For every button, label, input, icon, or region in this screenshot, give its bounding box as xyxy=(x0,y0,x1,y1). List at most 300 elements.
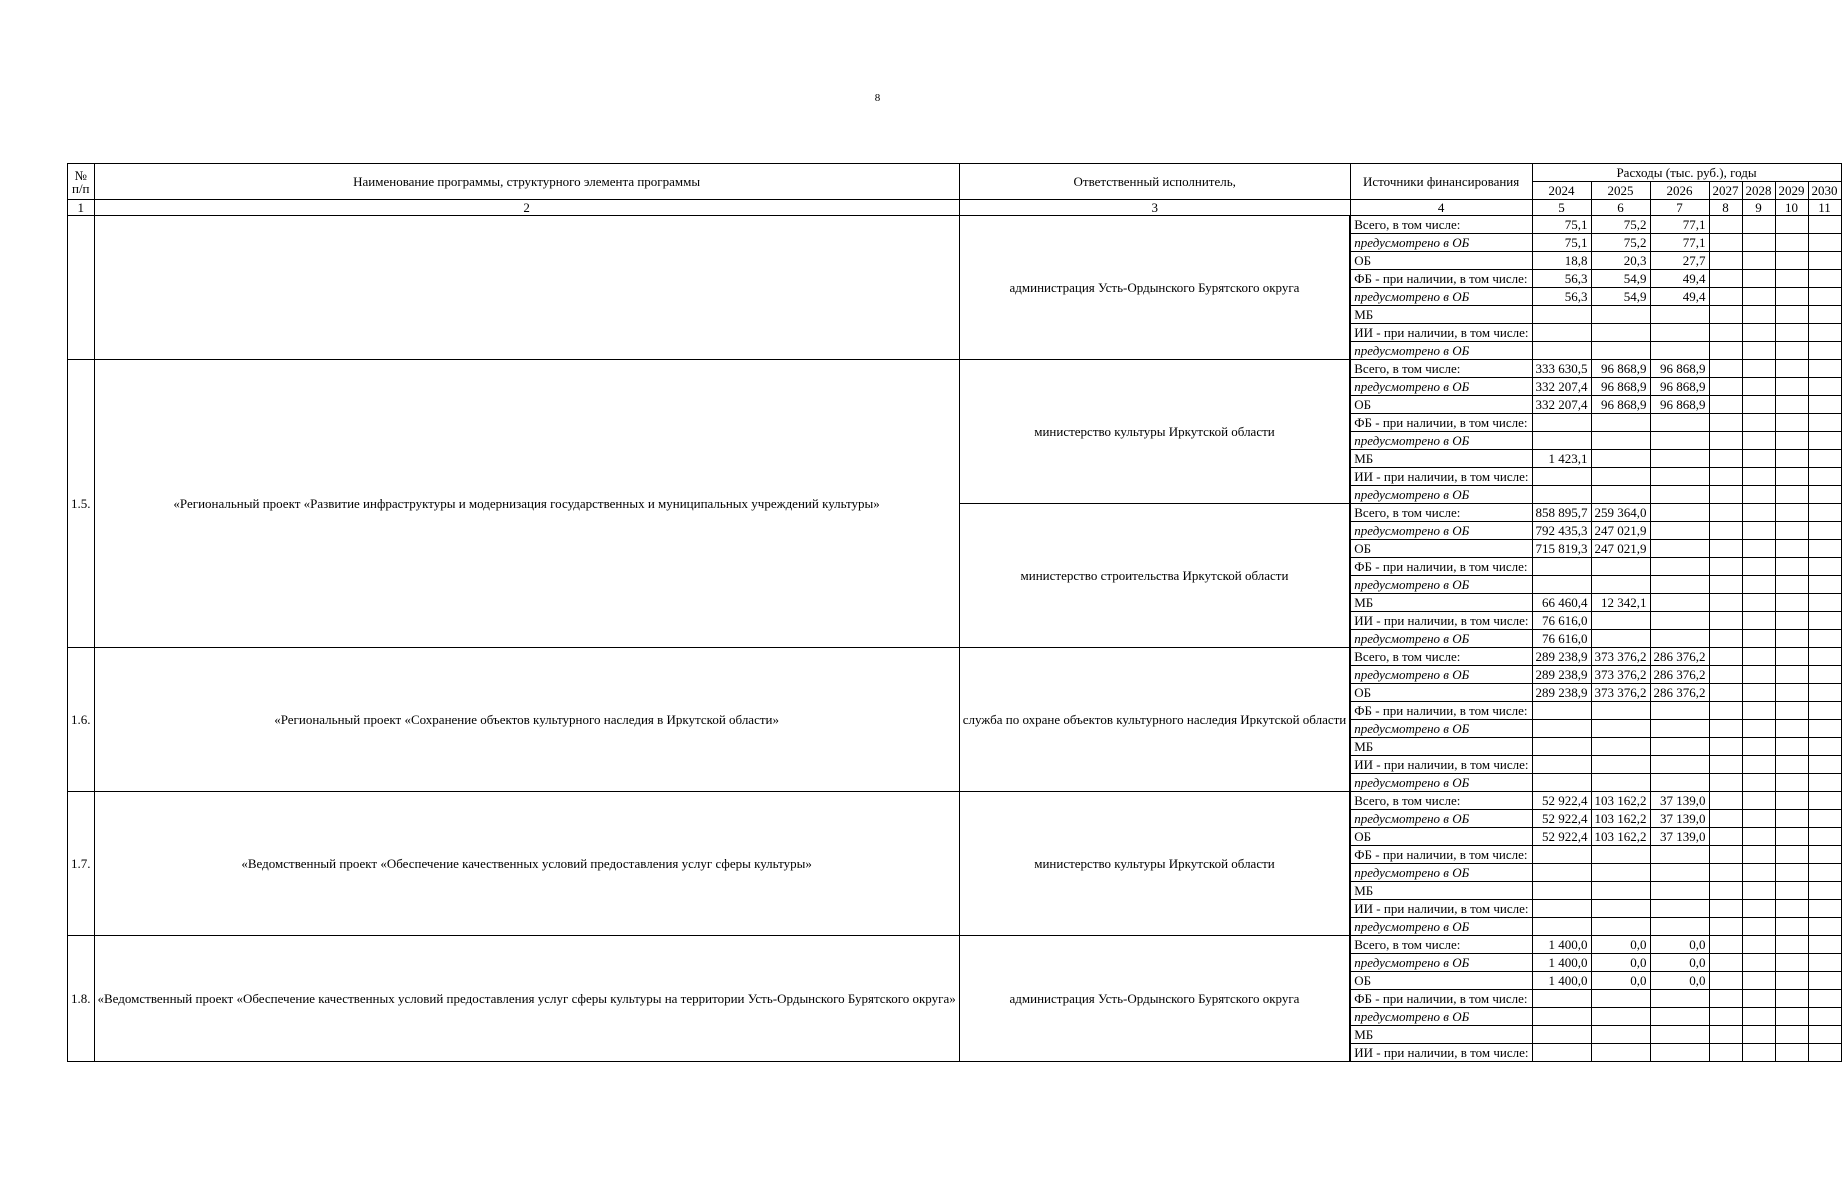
column-number: 6 xyxy=(1591,200,1650,216)
expense-value xyxy=(1808,288,1841,306)
expense-value xyxy=(1532,306,1591,324)
funding-source: предусмотрено в ОБ xyxy=(1350,666,1532,684)
expense-value xyxy=(1775,522,1808,540)
expense-value: 289 238,9 xyxy=(1532,666,1591,684)
expense-value xyxy=(1775,720,1808,738)
expense-value xyxy=(1709,792,1742,810)
expense-value xyxy=(1808,900,1841,918)
program-element-name: «Ведомственный проект «Обеспечение качественных условий предоставления услуг сферы культуры на территории Усть-Ордынского Бурятского округа» xyxy=(94,936,959,1062)
column-number: 9 xyxy=(1742,200,1775,216)
expense-value xyxy=(1591,414,1650,432)
expense-value xyxy=(1808,648,1841,666)
expense-value: 0,0 xyxy=(1591,936,1650,954)
expense-value xyxy=(1532,1044,1591,1062)
expense-value xyxy=(1709,738,1742,756)
expense-value xyxy=(1709,486,1742,504)
expense-value xyxy=(1808,756,1841,774)
expense-value xyxy=(1709,990,1742,1008)
expense-value: 247 021,9 xyxy=(1591,540,1650,558)
expense-value: 96 868,9 xyxy=(1650,360,1709,378)
expense-value xyxy=(1532,486,1591,504)
funding-source: ИИ - при наличии, в том числе: xyxy=(1350,900,1532,918)
expense-value xyxy=(1808,738,1841,756)
expense-value xyxy=(1742,972,1775,990)
expense-value xyxy=(1775,594,1808,612)
expense-value xyxy=(1709,324,1742,342)
expense-value xyxy=(1591,630,1650,648)
expense-value xyxy=(1808,396,1841,414)
expense-value: 76 616,0 xyxy=(1532,612,1591,630)
expense-value xyxy=(1709,684,1742,702)
expense-value xyxy=(1709,666,1742,684)
expense-value xyxy=(1650,504,1709,522)
expense-value xyxy=(1775,1026,1808,1044)
expense-value: 289 238,9 xyxy=(1532,648,1591,666)
expense-value xyxy=(1742,432,1775,450)
expense-value xyxy=(1742,450,1775,468)
table-row xyxy=(68,936,1842,954)
responsible-executor: администрация Усть-Ордынского Бурятского округа xyxy=(959,936,1350,1062)
expense-value xyxy=(1775,684,1808,702)
expense-value xyxy=(1742,270,1775,288)
expense-value xyxy=(1775,360,1808,378)
expense-value xyxy=(1775,396,1808,414)
expense-value xyxy=(1650,450,1709,468)
funding-source: МБ xyxy=(1350,306,1532,324)
expense-value xyxy=(1532,702,1591,720)
expense-value xyxy=(1775,954,1808,972)
responsible-executor: министерство строительства Иркутской области xyxy=(959,504,1350,648)
header-year: 2027 xyxy=(1709,182,1742,200)
expense-value xyxy=(1775,738,1808,756)
row-index: 1.6. xyxy=(68,648,95,792)
expense-value xyxy=(1591,702,1650,720)
expense-value xyxy=(1775,450,1808,468)
expense-value xyxy=(1775,648,1808,666)
funding-source: ИИ - при наличии, в том числе: xyxy=(1350,612,1532,630)
funding-source: предусмотрено в ОБ xyxy=(1350,378,1532,396)
expense-value: 0,0 xyxy=(1591,954,1650,972)
expense-value xyxy=(1650,702,1709,720)
expense-value xyxy=(1650,558,1709,576)
expense-value xyxy=(1742,1026,1775,1044)
expense-value xyxy=(1591,612,1650,630)
expense-value xyxy=(1808,432,1841,450)
expense-value: 332 207,4 xyxy=(1532,378,1591,396)
expense-value xyxy=(1742,360,1775,378)
funding-source: ИИ - при наличии, в том числе: xyxy=(1350,324,1532,342)
expense-value xyxy=(1742,594,1775,612)
expense-value: 286 376,2 xyxy=(1650,666,1709,684)
program-element-name: «Региональный проект «Сохранение объектов культурного наследия в Иркутской области» xyxy=(94,648,959,792)
expense-value xyxy=(1709,432,1742,450)
expense-value xyxy=(1808,612,1841,630)
expense-value xyxy=(1808,468,1841,486)
expense-value xyxy=(1709,648,1742,666)
budget-table xyxy=(67,163,1842,1062)
expense-value xyxy=(1775,486,1808,504)
funding-source: предусмотрено в ОБ xyxy=(1350,954,1532,972)
expense-value xyxy=(1775,666,1808,684)
expense-value xyxy=(1775,288,1808,306)
expense-value: 0,0 xyxy=(1591,972,1650,990)
expense-value xyxy=(1775,270,1808,288)
expense-value xyxy=(1709,522,1742,540)
expense-value: 52 922,4 xyxy=(1532,792,1591,810)
expense-value xyxy=(1650,1026,1709,1044)
expense-value: 37 139,0 xyxy=(1650,792,1709,810)
expense-value xyxy=(1709,396,1742,414)
expense-value xyxy=(1808,1026,1841,1044)
expense-value xyxy=(1808,378,1841,396)
expense-value xyxy=(1532,324,1591,342)
expense-value xyxy=(1742,522,1775,540)
expense-value xyxy=(1808,684,1841,702)
expense-value xyxy=(1650,342,1709,360)
program-element-name xyxy=(94,216,959,360)
expense-value xyxy=(1808,864,1841,882)
expense-value xyxy=(1808,1044,1841,1062)
expense-value xyxy=(1808,360,1841,378)
expense-value xyxy=(1591,450,1650,468)
expense-value: 373 376,2 xyxy=(1591,648,1650,666)
header-name: Наименование программы, структурного элемента программы xyxy=(94,164,959,200)
column-number: 1 xyxy=(68,200,95,216)
expense-value xyxy=(1808,774,1841,792)
expense-value xyxy=(1650,756,1709,774)
expense-value xyxy=(1532,1008,1591,1026)
expense-value xyxy=(1742,648,1775,666)
expense-value xyxy=(1709,576,1742,594)
expense-value: 77,1 xyxy=(1650,234,1709,252)
header-expenses: Расходы (тыс. руб.), годы xyxy=(1532,164,1841,182)
funding-source: ОБ xyxy=(1350,972,1532,990)
funding-source: МБ xyxy=(1350,738,1532,756)
expense-value xyxy=(1532,558,1591,576)
expense-value xyxy=(1742,414,1775,432)
expense-value: 333 630,5 xyxy=(1532,360,1591,378)
expense-value: 49,4 xyxy=(1650,288,1709,306)
expense-value: 27,7 xyxy=(1650,252,1709,270)
expense-value xyxy=(1775,324,1808,342)
table-row xyxy=(68,360,1842,378)
expense-value: 286 376,2 xyxy=(1650,648,1709,666)
expense-value xyxy=(1742,702,1775,720)
expense-value xyxy=(1808,954,1841,972)
expense-value xyxy=(1742,720,1775,738)
expense-value xyxy=(1532,720,1591,738)
expense-value xyxy=(1808,270,1841,288)
expense-value xyxy=(1709,630,1742,648)
expense-value xyxy=(1742,468,1775,486)
expense-value: 54,9 xyxy=(1591,288,1650,306)
funding-source: предусмотрено в ОБ xyxy=(1350,864,1532,882)
expense-value xyxy=(1709,774,1742,792)
expense-value xyxy=(1709,252,1742,270)
funding-source: ОБ xyxy=(1350,252,1532,270)
expense-value xyxy=(1650,576,1709,594)
expense-value xyxy=(1808,558,1841,576)
expense-value xyxy=(1742,504,1775,522)
row-index: 1.5. xyxy=(68,360,95,648)
expense-value xyxy=(1775,936,1808,954)
expense-value: 0,0 xyxy=(1650,972,1709,990)
expense-value xyxy=(1532,738,1591,756)
funding-source: предусмотрено в ОБ xyxy=(1350,576,1532,594)
expense-value xyxy=(1709,828,1742,846)
expense-value: 103 162,2 xyxy=(1591,792,1650,810)
expense-value xyxy=(1775,612,1808,630)
expense-value xyxy=(1742,1008,1775,1026)
expense-value xyxy=(1709,468,1742,486)
expense-value xyxy=(1650,522,1709,540)
expense-value xyxy=(1742,612,1775,630)
expense-value xyxy=(1709,360,1742,378)
expense-value xyxy=(1709,1026,1742,1044)
funding-source: предусмотрено в ОБ xyxy=(1350,486,1532,504)
expense-value xyxy=(1709,936,1742,954)
expense-value xyxy=(1591,432,1650,450)
funding-source: МБ xyxy=(1350,594,1532,612)
funding-source: ОБ xyxy=(1350,540,1532,558)
expense-value xyxy=(1775,1044,1808,1062)
expense-value xyxy=(1808,450,1841,468)
funding-source: ФБ - при наличии, в том числе: xyxy=(1350,846,1532,864)
column-number: 4 xyxy=(1350,200,1532,216)
funding-source: ИИ - при наличии, в том числе: xyxy=(1350,756,1532,774)
expense-value xyxy=(1650,1008,1709,1026)
column-number: 11 xyxy=(1808,200,1841,216)
expense-value xyxy=(1742,756,1775,774)
expense-value xyxy=(1808,630,1841,648)
header-year: 2026 xyxy=(1650,182,1709,200)
expense-value xyxy=(1775,306,1808,324)
expense-value xyxy=(1742,324,1775,342)
expense-value: 103 162,2 xyxy=(1591,810,1650,828)
expense-value xyxy=(1808,324,1841,342)
expense-value xyxy=(1709,270,1742,288)
expense-value xyxy=(1591,342,1650,360)
expense-value xyxy=(1808,252,1841,270)
expense-value xyxy=(1591,1008,1650,1026)
expense-value: 20,3 xyxy=(1591,252,1650,270)
expense-value xyxy=(1775,702,1808,720)
expense-value xyxy=(1808,486,1841,504)
expense-value xyxy=(1650,846,1709,864)
expense-value xyxy=(1591,738,1650,756)
expense-value: 0,0 xyxy=(1650,954,1709,972)
funding-source: МБ xyxy=(1350,882,1532,900)
expense-value xyxy=(1650,774,1709,792)
expense-value xyxy=(1808,504,1841,522)
funding-source: Всего, в том числе: xyxy=(1350,792,1532,810)
expense-value: 75,1 xyxy=(1532,216,1591,234)
expense-value xyxy=(1709,612,1742,630)
expense-value xyxy=(1808,882,1841,900)
funding-source: предусмотрено в ОБ xyxy=(1350,1008,1532,1026)
expense-value: 96 868,9 xyxy=(1650,378,1709,396)
expense-value xyxy=(1532,432,1591,450)
expense-value xyxy=(1650,738,1709,756)
program-element-name: «Региональный проект «Развитие инфраструктуры и модернизация государственных и муниципальных учреждений культуры» xyxy=(94,360,959,648)
expense-value xyxy=(1709,378,1742,396)
expense-value xyxy=(1742,918,1775,936)
expense-value: 49,4 xyxy=(1650,270,1709,288)
expense-value xyxy=(1808,810,1841,828)
funding-source: ФБ - при наличии, в том числе: xyxy=(1350,414,1532,432)
expense-value xyxy=(1808,234,1841,252)
expense-value xyxy=(1532,756,1591,774)
expense-value xyxy=(1591,558,1650,576)
expense-value xyxy=(1808,720,1841,738)
expense-value xyxy=(1742,540,1775,558)
expense-value xyxy=(1775,972,1808,990)
expense-value xyxy=(1742,828,1775,846)
expense-value xyxy=(1775,558,1808,576)
expense-value xyxy=(1808,522,1841,540)
expense-value: 1 400,0 xyxy=(1532,936,1591,954)
expense-value xyxy=(1742,306,1775,324)
expense-value xyxy=(1650,414,1709,432)
expense-value xyxy=(1742,486,1775,504)
expense-value: 52 922,4 xyxy=(1532,810,1591,828)
funding-source: предусмотрено в ОБ xyxy=(1350,720,1532,738)
expense-value xyxy=(1808,306,1841,324)
expense-value xyxy=(1808,216,1841,234)
expense-value xyxy=(1591,864,1650,882)
table-row xyxy=(68,648,1842,666)
expense-value xyxy=(1742,288,1775,306)
expense-value xyxy=(1591,720,1650,738)
expense-value xyxy=(1709,558,1742,576)
expense-value xyxy=(1775,252,1808,270)
expense-value: 76 616,0 xyxy=(1532,630,1591,648)
expense-value xyxy=(1709,882,1742,900)
funding-source: ОБ xyxy=(1350,684,1532,702)
expense-value xyxy=(1532,864,1591,882)
table-row xyxy=(68,216,1842,234)
expense-value xyxy=(1808,936,1841,954)
expense-value xyxy=(1742,954,1775,972)
expense-value xyxy=(1808,828,1841,846)
expense-value xyxy=(1709,540,1742,558)
responsible-executor: министерство культуры Иркутской области xyxy=(959,360,1350,504)
expense-value xyxy=(1709,918,1742,936)
table-header xyxy=(68,164,1842,216)
expense-value: 858 895,7 xyxy=(1532,504,1591,522)
column-number: 10 xyxy=(1775,200,1808,216)
expense-value xyxy=(1591,468,1650,486)
expense-value xyxy=(1709,504,1742,522)
expense-value: 37 139,0 xyxy=(1650,810,1709,828)
funding-source: ИИ - при наличии, в том числе: xyxy=(1350,468,1532,486)
expense-value xyxy=(1709,342,1742,360)
expense-value: 373 376,2 xyxy=(1591,666,1650,684)
expense-value: 18,8 xyxy=(1532,252,1591,270)
expense-value: 96 868,9 xyxy=(1591,378,1650,396)
expense-value xyxy=(1650,1044,1709,1062)
expense-value xyxy=(1591,756,1650,774)
expense-value xyxy=(1709,720,1742,738)
expense-value xyxy=(1532,468,1591,486)
column-number: 2 xyxy=(94,200,959,216)
expense-value xyxy=(1775,882,1808,900)
expense-value xyxy=(1742,882,1775,900)
expense-value xyxy=(1742,558,1775,576)
responsible-executor: администрация Усть-Ордынского Бурятского округа xyxy=(959,216,1350,360)
funding-source: предусмотрено в ОБ xyxy=(1350,432,1532,450)
funding-source: предусмотрено в ОБ xyxy=(1350,288,1532,306)
funding-source: предусмотрено в ОБ xyxy=(1350,810,1532,828)
funding-source: МБ xyxy=(1350,1026,1532,1044)
column-number: 8 xyxy=(1709,200,1742,216)
expense-value: 289 238,9 xyxy=(1532,684,1591,702)
funding-source: предусмотрено в ОБ xyxy=(1350,630,1532,648)
expense-value: 373 376,2 xyxy=(1591,684,1650,702)
funding-source: ФБ - при наличии, в том числе: xyxy=(1350,270,1532,288)
column-number: 3 xyxy=(959,200,1350,216)
expense-value xyxy=(1709,864,1742,882)
expense-value xyxy=(1742,666,1775,684)
expense-value: 52 922,4 xyxy=(1532,828,1591,846)
expense-value xyxy=(1709,756,1742,774)
expense-value: 54,9 xyxy=(1591,270,1650,288)
expense-value xyxy=(1709,216,1742,234)
expense-value xyxy=(1742,846,1775,864)
expense-value xyxy=(1591,846,1650,864)
expense-value xyxy=(1775,540,1808,558)
expense-value: 715 819,3 xyxy=(1532,540,1591,558)
expense-value xyxy=(1709,846,1742,864)
expense-value: 66 460,4 xyxy=(1532,594,1591,612)
expense-value xyxy=(1532,576,1591,594)
expense-value xyxy=(1808,792,1841,810)
funding-source: ФБ - при наличии, в том числе: xyxy=(1350,702,1532,720)
expense-value: 332 207,4 xyxy=(1532,396,1591,414)
funding-source: предусмотрено в ОБ xyxy=(1350,234,1532,252)
responsible-executor: министерство культуры Иркутской области xyxy=(959,792,1350,936)
expense-value xyxy=(1775,432,1808,450)
header-year: 2030 xyxy=(1808,182,1841,200)
expense-value xyxy=(1532,918,1591,936)
program-element-name: «Ведомственный проект «Обеспечение качественных условий предоставления услуг сферы культуры» xyxy=(94,792,959,936)
expense-value xyxy=(1532,342,1591,360)
expense-value xyxy=(1808,540,1841,558)
expense-value xyxy=(1650,720,1709,738)
expense-value xyxy=(1775,828,1808,846)
expense-value xyxy=(1650,630,1709,648)
expense-value xyxy=(1709,810,1742,828)
expense-value xyxy=(1775,576,1808,594)
funding-source: Всего, в том числе: xyxy=(1350,360,1532,378)
expense-value xyxy=(1742,936,1775,954)
expense-value xyxy=(1650,882,1709,900)
expense-value xyxy=(1808,846,1841,864)
expense-value xyxy=(1775,630,1808,648)
expense-value xyxy=(1650,540,1709,558)
expense-value xyxy=(1808,1008,1841,1026)
expense-value xyxy=(1808,414,1841,432)
expense-value xyxy=(1808,702,1841,720)
header-year: 2028 xyxy=(1742,182,1775,200)
expense-value: 56,3 xyxy=(1532,270,1591,288)
expense-value xyxy=(1808,342,1841,360)
expense-value: 56,3 xyxy=(1532,288,1591,306)
expense-value: 0,0 xyxy=(1650,936,1709,954)
funding-source: Всего, в том числе: xyxy=(1350,936,1532,954)
funding-source: МБ xyxy=(1350,450,1532,468)
expense-value xyxy=(1742,630,1775,648)
